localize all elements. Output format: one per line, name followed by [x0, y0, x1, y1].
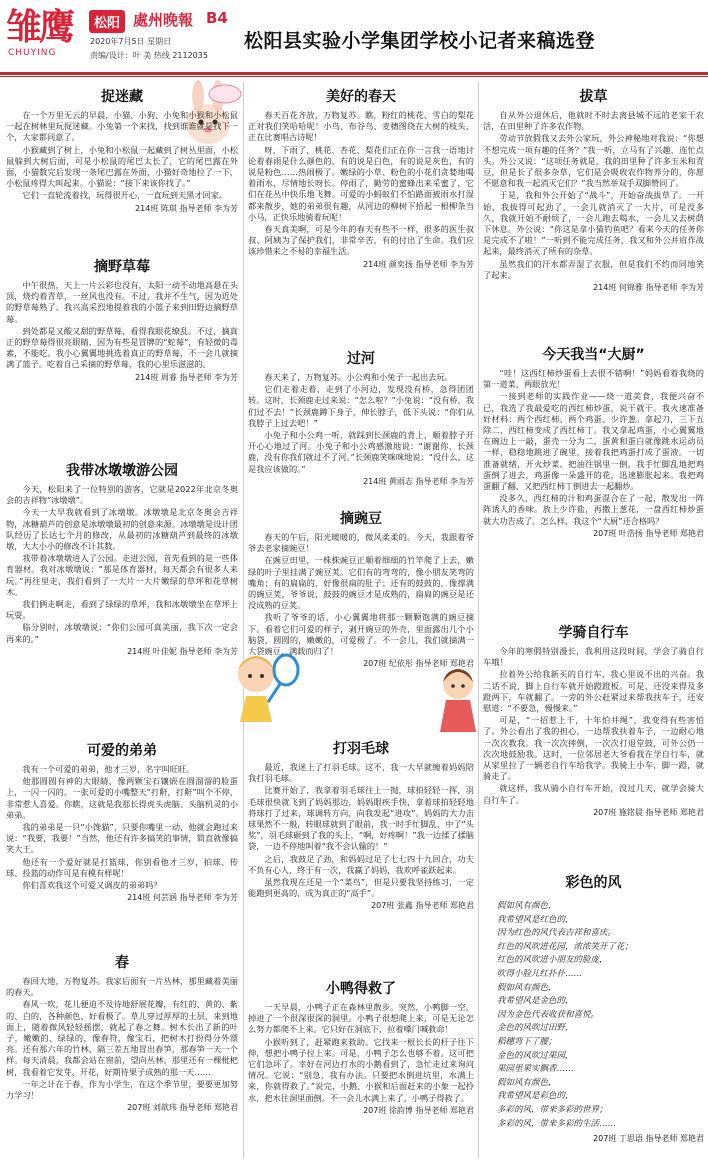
- article-byline: 214班 叶佳妮 指导老师 李为芳: [127, 646, 238, 656]
- masthead: [0, 0, 708, 78]
- poem-line: 我希望风是彩色的，: [497, 1091, 574, 1102]
- article-title: 春: [115, 955, 129, 971]
- article-paragraph: 他还有一个爱好就是打篮球，你别看他才三岁，拍球、传球、投篮的动作可是有模有样呢！: [6, 856, 238, 878]
- article-dachu: [483, 344, 704, 612]
- article-paragraph: 一接到老师的实践作业——烧一道美食，我便兴奋不已，我选了我最爱吃的西红柿炒蛋，说干就干。我火速准备好材料：两个西红柿、两个鸡蛋、少许葱。拿起刀，三下五除二，西红柿变成了西红柿丁。我又拿起鸡蛋，小心翼翼地在碗边上一敲，蛋壳一分为二，蛋黄和蛋白就像跳水运动员一样，稳稳地跳进了碗里，接着我把鸡蛋打成了蛋液。一切准备就绪，开火炒菜。把油往锅里一倒，我手忙脚乱地把鸡蛋倒了进去，鸡蛋像一朵盛开的花，迅速膨胀起来。我把鸡蛋翻了翻，又把西红柿丁倒进去一起翻炒。: [483, 391, 704, 492]
- article-paragraph: 可是，“一招惹上千，十年怕井绳”，我变得有些害怕了。外公看出了我的担心，一边帮我扶着车子，一边耐心地一次次教我。我一次次摔倒，一次次打退堂鼓，可外公仍一次次地鼓励我。这时，一位邻居老大爷看我在学自行车，就从家里拉了一辆老自行车给我学。我骑上小车，脚一蹬，就骑走了。: [483, 715, 704, 782]
- article-paragraph: “哇！这西红柿炒蛋看上去很不错啊！”妈妈看着我烧的第一道菜，两眼放光！: [483, 368, 704, 390]
- article-chuntian: [248, 86, 474, 332]
- article-paragraph: 春天真美啊，可是今年的春天有些不一样，很多的医生叔叔、阿姨为了保护我们，非常辛苦，有的付出了生命。我们应该珍惜来之不易的幸福生活。: [248, 224, 474, 257]
- article-zhaiwandou: [248, 508, 474, 734]
- poem-line: 因为红色的风代表吉祥和喜庆。: [497, 928, 617, 939]
- article-paragraph: 没多久，西红柿的汁和鸡蛋混合在了一起，散发出一阵阵诱人的香味。放上少许盐，再撒上葱花，一盘西红柿炒蛋就大功告成了。怎么样，我这个“大厨”还合格吗？: [483, 493, 704, 526]
- article-byline: 207班 徐韵博 指导老师 郑艳君: [363, 1105, 474, 1115]
- article-paragraph: 一天早晨，小鸭子正在森林里散步。突然，小鸭脚一空，掉进了一个很深很深的洞里。小鸭子很想爬上来，可是无论怎么努力都爬不上来。它只好在洞底下，拉着嗓门喊救命！: [248, 1002, 474, 1035]
- poem-line: 稻穗弯下了腰；: [497, 1036, 557, 1047]
- article-title: 我带冰墩墩游公园: [66, 463, 178, 479]
- editor-credits: 责编/设计：叶 美 热线 2112035: [90, 51, 208, 60]
- logo-subtitle: CHUYING: [8, 48, 57, 58]
- article-paragraph: 临分别时，冰墩墩说：“你们公园可真美丽，我下次一定会再来的。”: [6, 622, 238, 644]
- article-paragraph: 小猴藏到了树上，小兔和小松鼠一起藏到了树丛里面，小松鼠躲到大树后面，可是小松鼠的尾巴太长了，它的尾巴露在外面，小猫数完后发现一条尾巴露在外面，小猫好奇地拉了一下，小松鼠疼得大叫起来。小猫说：“接下来该你找了。”: [6, 144, 238, 189]
- article-title: 小鸭得救了: [326, 981, 396, 997]
- article-paragraph: 他那圆圆有神的大眼睛，像两颗宝石镶嵌在圆溜溜的脸蛋上，一闪一闪的。一张可爱的小嘴整天“打鼾，打鼾”叫个不停，非常惹人喜爱。你瞧，这就是我那长得虎头虎脑、头脑机灵的小弟弟。: [6, 776, 238, 820]
- article-paragraph: 比赛开始了，我拿着羽毛球往上一抛，球拍轻轻一挥，羽毛球很快就飞到了妈妈那边，妈妈眼疾手快，拿着球拍轻轻地将球打了过来，球调转方向，向我发起“进攻”。妈妈的大力击球果然不一般，转眼球就到了眼前，我一时手忙脚乱，中了“头奖”，羽毛球砸到了我的头上，“啊，好疼啊！”我一边揉了揉脑袋，一边不停地叫着“我不会认输的！”: [248, 785, 474, 852]
- article-byline: 214班 颜奕扬 指导老师 李为芳: [363, 259, 474, 269]
- article-paragraph: 就这样，我从骑小自行车开始，没过几天，就学会骑大自行车了。: [483, 783, 704, 805]
- article-title: 摘豌豆: [340, 511, 382, 527]
- article-paragraph: 春天百花齐放，万物复苏。瞧，粉红的桃花、雪白的梨花正对我们笑哈哈呢！小鸟、布谷鸟、麦穗图绕在大树的枝头，正在比赛唱古诗呢！: [248, 110, 474, 143]
- header-rule: [0, 72, 708, 75]
- article-yumaoqiu: [248, 738, 474, 970]
- article-xiaoya: [248, 978, 474, 1160]
- article-paragraph: 我听了爷爷的话，小心翼翼地将那一颗颗饱满的豌豆摘下。看着它们可爱的样子，剥开豌豆的外壳，里面露出几个小脑袋，圆圆的，嫩嫩的，可爱极了。不一会儿，我们就摘满一大袋豌豆，满载而归了！: [248, 612, 474, 657]
- article-paragraph: 呀，下雨了，桃花、杏花、梨花们正在你一言我一语地讨论着春雨是什么颜色的，有的说是白色，有的说是灰色，有的说是粉色……热闹极了。嫩绿的小草、粉色的小花们贪婪地喝着雨水，尽情地长呀长。停雨了，勤劳的蜜蜂出来采蜜了，它们在花丛中快乐地飞舞。可爱的小蚂蚁们不怕路面被雨水打湿都来散步，她的弟弟很有趣，从河边的柳树下拾起一根柳条当小马，正快乐地骑着玩呢！: [248, 144, 474, 222]
- article-title: 打羽毛球: [333, 741, 389, 757]
- poem-line: 金色的风吹过果园，: [497, 1050, 574, 1061]
- column-divider: [243, 82, 244, 1158]
- article-paragraph: 春回大地，万物复苏。我家后面有一片丛林，那里藏着美丽的春天。: [6, 976, 238, 998]
- poem-line: 因为金色代表收获和喜悦。: [497, 1009, 600, 1020]
- article-byline: 214班 何锦雅 指导老师 李为芳: [593, 283, 704, 293]
- poem-title: 彩色的风: [565, 875, 622, 891]
- article-title: 今天我当“大厨”: [542, 347, 645, 363]
- article-paragraph: 我有一个可爱的弟弟，他才三岁，名字叫旺旺。: [22, 764, 195, 774]
- paper-name: 處州晚報: [133, 11, 194, 29]
- page-number: B4: [206, 9, 228, 27]
- article-byline: 214班 陈琪 指导老师 李为芳: [135, 203, 238, 213]
- article-paragraph: 我的弟弟是一只“小馋猫”，只要你嘴里一动，他就会跑过来说：“我要，我要！”当然，他还有许多搞笑的事情，简直就像搞笑大王。: [6, 822, 238, 855]
- article-byline: 214班 黄雨志 指导老师 李为芳: [363, 476, 474, 486]
- poem-line: 金色的风吹过田野，: [497, 1023, 574, 1034]
- article-zhuomicang: [6, 86, 238, 242]
- section-badge: 松阳: [89, 10, 125, 33]
- article-bingdundun: [6, 460, 238, 712]
- page-headline: 松阳县实验小学集团学校小记者来稿选登: [244, 30, 596, 52]
- article-zhaiyecaomei: [6, 256, 238, 416]
- article-paragraph: 春风一吹，花儿便迫不及待地舒展花瓣，有红的、黄的、紫的、白的，各种颜色，好看极了。草儿穿过厚厚的土层，来到地面上，随着微风轻轻摇摆，就起了春之舞。树木长出了新的叶子，嫩嫩的、绿绿的，像春符，像宝石，把树木打扮得分外漂亮。还有那六年的竹林，隔三差五地冒出春笋，那春笋一天一个样。每天清晨，我都会站在窗前，望向丛林。那里还有一棵枇杷树，我看着它发芽、开花，好期待果子成熟的那一天……: [6, 999, 238, 1077]
- article-title: 捉迷藏: [101, 89, 143, 105]
- article-byline: 207班 纪依彤 指导老师 郑艳君: [363, 659, 474, 669]
- article-title: 摘野草莓: [94, 259, 150, 275]
- poem-line: 多彩的风，带来多彩的生活……: [497, 1118, 617, 1129]
- poem-line: 红色的风吹进花园，浓浓笑开了花；: [497, 941, 634, 952]
- poem-line: 假如风有颜色，: [497, 1077, 557, 1088]
- article-paragraph: 自从外公退休后，他就时不时去离县城不远的老家干农活，在田里种了许多农作物。: [483, 110, 704, 132]
- poem-line: 我希望风是金色的，: [497, 996, 574, 1007]
- poem-line: 多彩的风，带来多彩的世界；: [497, 1104, 608, 1115]
- article-paragraph: 小兔子和小公鸡一听，就踩到长颈鹿的背上，顺着脖子开开心心地过了河。小兔子和小公鸡感激地说：“谢谢你，长颈鹿，没有你我们就过不了河。”长颈鹿笑咪咪地说：“没什么，这是我应该做的。”: [248, 430, 474, 474]
- article-paragraph: 到处都是又酸又甜的野草莓，看得我眼花缭乱。不过，摘真正的野草莓得很亮眼睛，因为有些是冒牌的“蛇莓”，有轻微的毒素，不能吃。我小心翼翼地挑选着真正的野草莓，不一会儿就摘满了篮子。吃着自己采摘的野草莓，我的心里乐滋滋的。: [6, 325, 238, 370]
- poem-line: 吹得小脸儿红扑扑……: [497, 968, 583, 979]
- poem-line: 我希望风是红色的，: [497, 914, 574, 925]
- article-byline: 207班 刘歆玮 指导老师 郑艳君: [127, 1103, 238, 1113]
- article-paragraph: 劳动节放假我又去外公家玩，外公神秘地对我说：“你想不想完成一项有趣的任务？”我一听，立马有了兴趣，连忙点头。外公又说：“这项任务就是，我的田里种了许多玉米和青豆，但是长了很多杂草，它们是会吸收农作物养分的，你愿不愿意和我一起消灭它们？”我当然举双手双脚赞同了。: [483, 133, 704, 189]
- header-rule-thin: [0, 76, 708, 77]
- article-paragraph: 我们俩走啊走，看到了绿绿的草坪，我和冰墩墩坐在草坪上玩耍。: [6, 599, 238, 621]
- article-paragraph: 拉着外公给我新买的自行车，我心里说不出的兴奋。我二话不说，脚上自行车就开始蹬蹬板。可是，还没来得及多蹬两下，车就翻了。一旁的外公赶紧过来帮我扶车子，还安慰道：“不要急，慢慢来。”: [483, 669, 704, 714]
- article-paragraph: 小猴听到了，赶紧跑来救助。它找来一根长长的杆子往下伸，想把小鸭子拉上来。可是，小鸭子怎么也够不着。这可把它们急坏了。幸好在河边打水的小鹅看到了，急忙走过来询问情况。它说：“别急，我有办法。只要把水倒进坑里，水满上来，你就得救了。”说完，小鹅、小猴和后面赶来的小象一起拎水，把水往洞里面倒。不一会儿水满上来了，小鸭子得救了。: [248, 1036, 474, 1103]
- article-title: 拔草: [579, 89, 608, 105]
- article-guohe: [248, 348, 474, 504]
- article-paragraph: 在一个万里无云的早晨，小猫、小狗、小兔和小猴和小松鼠一起在树林里玩捉迷藏。小兔第一个来找，找到谁谁就是找下一个，大家都同意了。: [6, 110, 238, 143]
- poem-line: 红色的风吹进小朋友的脸庞，: [497, 955, 608, 966]
- article-paragraph: 中午很热，天上一片云彩也没有，太阳一动不动地高悬在头顶，烧灼着青草，一丝风也没有。不过，我并不生气，因为近处的野草莓熟了。我兴高采烈地提着我的小篮子来到田野边摘野草莓。: [6, 280, 238, 324]
- article-title: 美好的春天: [326, 89, 396, 105]
- article-paragraph: 虽然我现在还是一个“菜鸟”，但是只要我坚持练习，一定能跑到更高的，成为真正的“高手”。: [248, 877, 474, 899]
- poem-line: 果园里果实飘香……: [497, 1064, 574, 1075]
- article-paragraph: 我带着冰墩墩进入了公园。走进公园，首先看到的是一些体育器材。我对冰墩墩说：“那是体育器材，每天都会有很多人来玩。”再往里走，我们看到了一大片一大片嫩绿的草坪和花草树木。: [6, 553, 238, 597]
- article-paragraph: 春天的午后，阳光暖暖的，微风柔柔的。今天，我跟着爷爷去老家摘豌豆！: [248, 532, 474, 554]
- article-chun: [6, 952, 238, 1160]
- article-byline: 214班 周睿 指导老师 李为芳: [135, 372, 238, 382]
- poem-line: 假如风有颜色，: [497, 982, 557, 993]
- article-paragraph: 之后，我鼓足了劲，和妈妈过足了七七四十九回合，功夫不负有心人，终于有一次，我赢了妈妈，我欢呼雀跃起来。: [248, 853, 474, 875]
- article-title: 过河: [347, 351, 375, 367]
- article-paragraph: 在豌豆田里，一株株豌豆正顺着细细的竹竿爬了上去，嫩绿的叶子里挂满了豌豆荚。它们有的弯弯的，像小朋友笑弯的嘴角；有的扁扁的，好像很扁的肚子；还有的鼓鼓的，像撑满的豌豆荚，爷爷说，鼓鼓的豌豆才是成熟的，扁扁的豌豆是还没成熟的豆荚。: [248, 555, 474, 611]
- poem-byline: 207班 丁思语 指导老师 郑艳君: [593, 1134, 704, 1144]
- article-paragraph: 于是，我和外公开始了“战斗”，开始奋战拔草了。一开始，我拔得可起劲了，一会儿就消灭了一大片，可是没多久，我就开始不耐烦了，一会儿跑去喝水，一会儿又去树荫下休息。外公说：“你这是拿小猫钓鱼吧？看来今天的任务你是完成不了啦！”一听到不能完成任务，我又和外公并肩作战起来，最终消灭了所有的杂草。: [483, 190, 704, 257]
- article-paragraph: 你们喜欢我这个可爱又调皮的弟弟吗？: [22, 880, 162, 891]
- article-paragraph: 最近，我迷上了打羽毛球。这不，我一大早就缠着妈妈陪我打羽毛球。: [248, 762, 474, 784]
- article-paragraph: 今年的寒假特别漫长，我利用这段时间，学会了骑自行车哦！: [483, 646, 704, 668]
- article-paragraph: 一年之计在于春，作为小学生，在这个季节里，要要更加努力学习！: [6, 1078, 238, 1101]
- article-byline: 207班 张鑫 指导老师 郑艳君: [371, 901, 474, 911]
- column-divider: [478, 82, 479, 1158]
- article-bacao: [483, 86, 704, 338]
- article-paragraph: 今天一大早我就看到了冰墩墩。冰墩墩是北京冬奥会吉祥物，冰糖葫芦的创意是冰墩墩最初的创意来源。冰墩墩是设计团队经历了长达七个月的修改，从最初的冰糖葫芦到最终的冰墩墩，大大小小的修改不计其数。: [6, 507, 238, 552]
- poem-line: 假如风有颜色，: [497, 901, 557, 911]
- article-paragraph: 它们一直轮流着找，玩得很开心，一直玩到天黑才回家。: [22, 190, 228, 201]
- article-paragraph: 春天来了，万物复苏。小公鸡和小兔子一起出去玩。: [264, 372, 453, 382]
- article-byline: 207班 叶浩扬 指导老师 郑艳君: [593, 528, 704, 538]
- issue-date: 2020年7月5日 星期日: [90, 37, 172, 46]
- article-byline: 207班 施铭晨 指导老师 郑艳君: [593, 807, 704, 817]
- article-title: 可爱的弟弟: [87, 743, 157, 759]
- article-paragraph: 今天，松阳来了一位特别的游客，它就是2022年北京冬奥会的吉祥物“冰墩墩”。: [6, 484, 238, 506]
- logo: 雏鹰: [6, 6, 73, 48]
- article-title: 学骑自行车: [558, 625, 629, 641]
- article-byline: 214班 何芸涵 指导老师 李为芳: [127, 893, 238, 903]
- article-zixingche: [483, 622, 704, 864]
- article-didi: [6, 740, 238, 948]
- poem-caisedefeng: [483, 872, 704, 1160]
- article-paragraph: 虽然我们的汗水都弄湿了衣服，但是我们不约而同地笑了起来。: [483, 258, 704, 280]
- article-paragraph: 它们走着走着，走到了小河边，发现没有桥，急得团团转。这时，长颈鹿走过来说：“怎么啦？”小兔说：“没有桥，我们过不去！”长颈鹿蹲下身子，伸长脖子，低下头说：“你们从我脖子上过去吧！”: [248, 384, 474, 428]
